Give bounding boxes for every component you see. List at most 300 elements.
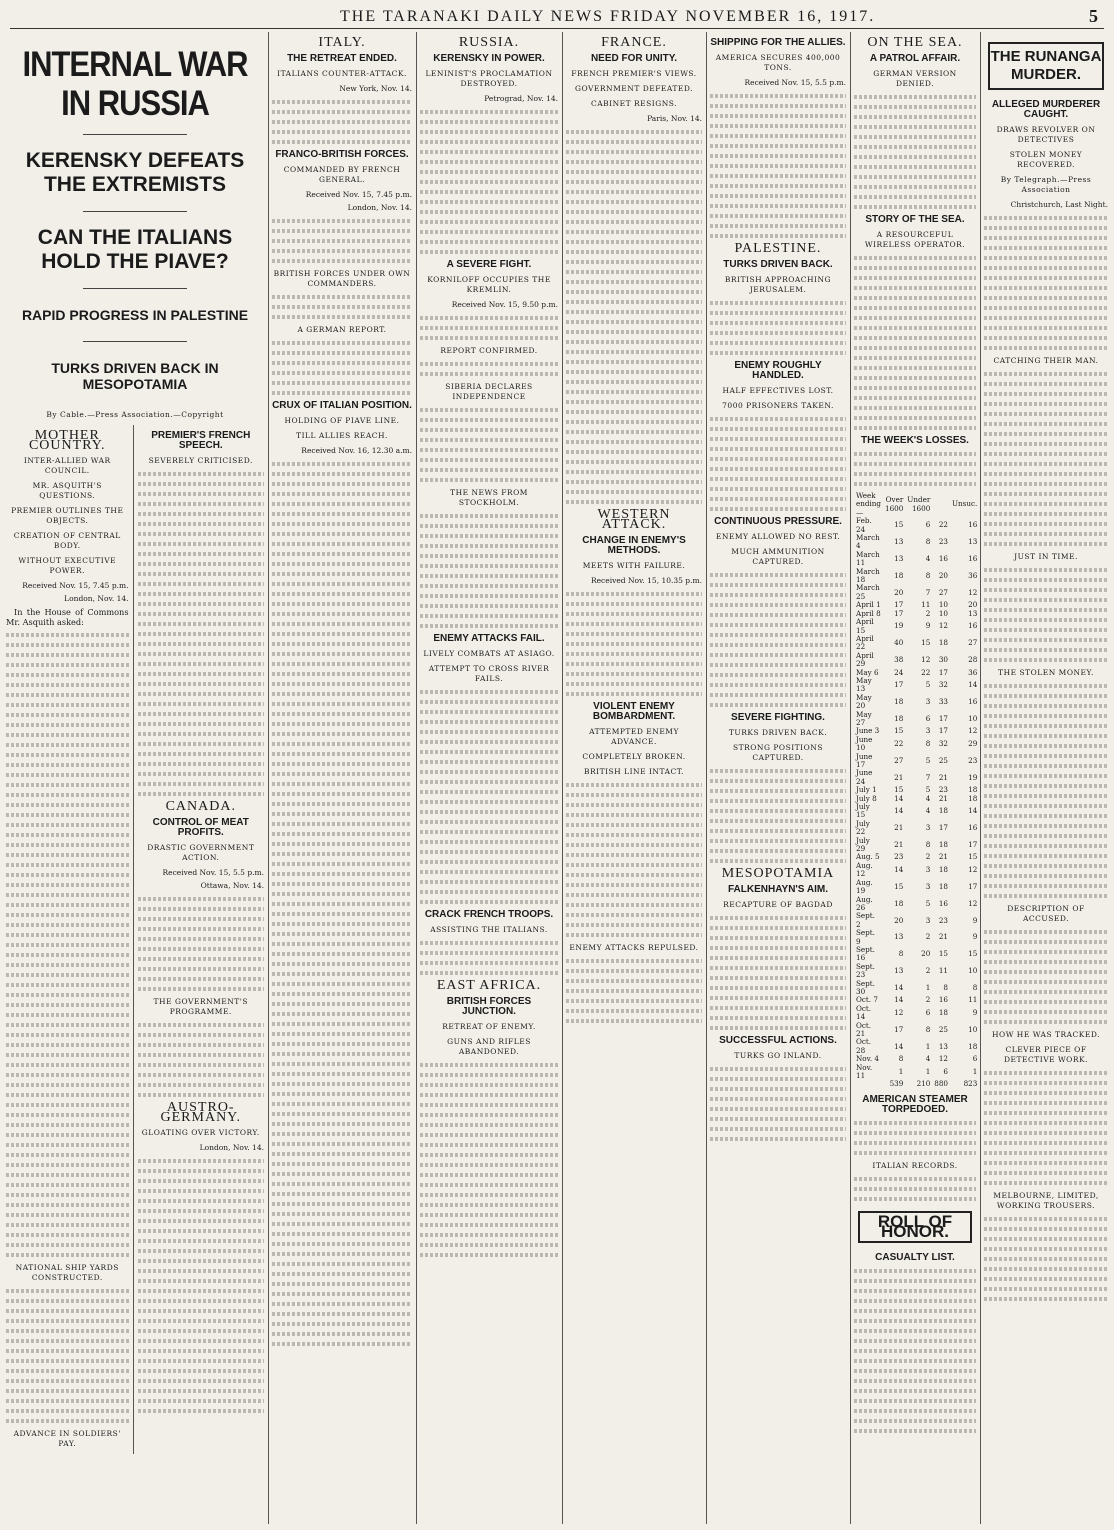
subhead-german-report: A GERMAN REPORT. (297, 325, 387, 334)
table-cell: 6 (972, 1054, 978, 1064)
article-text (272, 100, 412, 144)
table-row (854, 912, 979, 929)
article-text (420, 408, 558, 482)
table-row (854, 694, 979, 711)
subhead-programme: THE GOVERNMENT'S PROGRAMME. (153, 997, 248, 1016)
subhead-drastic: DRASTIC GOVERNMENT ACTION. (147, 843, 255, 862)
article-text (6, 633, 129, 1257)
subhead-jerusalem: BRITISH APPROACHING JERUSALEM. (724, 275, 832, 294)
table-row (854, 1005, 979, 1022)
table-cell: 20 (894, 915, 904, 925)
subhead-bombardment: VIOLENT ENEMY BOMBARDMENT. (592, 701, 676, 722)
table-cell: 11 (921, 600, 931, 610)
subhead-cross-river: ATTEMPT TO CROSS RIVER FAILS. (428, 664, 550, 683)
table-cell: Aug. 26 (856, 894, 873, 912)
table-cell: 21 (938, 793, 948, 803)
dateline: Petrograd, Nov. 14. (484, 94, 558, 103)
article-text (272, 341, 412, 395)
table-cell: 16 (968, 621, 978, 631)
section-western-attack: WESTERN ATTACK. (597, 507, 671, 532)
table-cell: 18 (894, 713, 904, 723)
column-1 (6, 32, 264, 1524)
subhead-just-in-time: JUST IN TIME. (1014, 552, 1078, 561)
article-text (984, 372, 1108, 546)
table-row (854, 568, 979, 585)
table-cell: 1 (925, 982, 931, 992)
article-text (272, 219, 412, 263)
dateline: Paris, Nov. 14. (647, 114, 702, 123)
subhead-guns-abandoned: GUNS AND RIFLES ABANDONED. (447, 1037, 531, 1056)
subhead-asquith: MR. ASQUITH'S QUESTIONS. (32, 481, 102, 500)
table-cell: 16 (968, 696, 978, 706)
subhead-failure: MEETS WITH FAILURE. (582, 561, 686, 570)
table-cell: April 1 (856, 600, 881, 610)
table-cell: May 13 (856, 675, 872, 694)
table-cell: 6 (925, 1007, 931, 1017)
table-row (854, 1055, 979, 1063)
table-cell: Oct. 14 (856, 1003, 872, 1022)
credit-telegraph: By Telegraph.—Press Association (1000, 175, 1092, 194)
table-row (854, 551, 979, 568)
article-text (854, 1177, 976, 1201)
article-text (984, 568, 1108, 662)
article-text (138, 897, 264, 991)
table-row (854, 677, 979, 694)
table-cell: 18 (968, 785, 978, 795)
table-cell: 27 (968, 638, 978, 648)
table-cell: 2 (925, 932, 931, 942)
subhead-soldiers-pay: ADVANCE IN SOLDIERS' PAY. (13, 1429, 121, 1448)
table-cell: 22 (938, 520, 948, 530)
table-row (854, 837, 979, 854)
table-cell: 15 (894, 881, 904, 891)
table-cell: 17 (938, 726, 948, 736)
table-cell: 15 (938, 949, 948, 959)
table-cell: 17 (938, 823, 948, 833)
table-cell: April 29 (856, 650, 874, 669)
table-cell: 25 (938, 1024, 948, 1034)
table-cell: 9 (925, 621, 931, 631)
table-cell: 13 (894, 932, 904, 942)
article-text (420, 1063, 558, 1257)
article-text (420, 362, 558, 376)
subhead-turks-driven: TURKS DRIVEN BACK. (728, 728, 828, 737)
subhead-crux: CRUX OF ITALIAN POSITION. (272, 400, 412, 411)
table-header-row (854, 492, 979, 517)
table-cell: Aug. 19 (856, 877, 873, 896)
table-cell: 17 (894, 600, 904, 610)
table-cell: 14 (968, 680, 978, 690)
section-france: FRANCE. (601, 35, 667, 50)
column-5 (710, 32, 846, 1524)
subhead-broken: COMPLETELY BROKEN. (582, 752, 686, 761)
subhead-premier-views: FRENCH PREMIER'S VIEWS. (571, 69, 697, 78)
table-cell: 18 (894, 696, 904, 706)
subhead-torpedoed: AMERICAN STEAMER TORPEDOED. (862, 1093, 968, 1115)
subhead-crack-troops: CRACK FRENCH TROOPS. (424, 909, 554, 920)
table-cell: Sept. 30 (856, 978, 875, 996)
table-cell: 6 (943, 1066, 948, 1076)
table-cell: 3 (925, 865, 931, 875)
article-text (566, 959, 702, 1023)
table-cell: 13 (968, 608, 978, 618)
table-cell: 14 (968, 806, 978, 816)
table-row (854, 820, 979, 837)
table-cell: 13 (894, 554, 904, 564)
table-cell: June 17 (856, 751, 873, 769)
table-header-cell: Unsuc. (952, 499, 978, 509)
article-text (984, 684, 1108, 898)
column-rule (416, 32, 417, 1524)
dateline: Received Nov. 15, 5.5 p.m. (162, 868, 264, 877)
table-cell: 8 (925, 537, 931, 547)
table-cell: 9 (972, 1007, 978, 1017)
table-cell: 21 (938, 852, 948, 862)
table-row (854, 1022, 979, 1039)
table-cell: Sept. 9 (856, 928, 875, 946)
column-rule (850, 32, 851, 1524)
table-cell: 10 (968, 965, 978, 975)
table-cell: 18 (938, 1007, 948, 1017)
table-row (854, 862, 979, 879)
article-text (854, 1121, 976, 1155)
table-row (854, 584, 979, 601)
table-cell: 8 (898, 1054, 904, 1064)
table-cell: 14 (894, 865, 904, 875)
table-cell: 30 (938, 654, 948, 664)
subhead-severe-fight: A SEVERE FIGHT. (446, 259, 532, 270)
table-cell: 16 (968, 554, 978, 564)
table-cell: 3 (925, 726, 931, 736)
table-cell: Sept. 16 (856, 944, 875, 963)
table-cell: 2 (925, 608, 931, 618)
table-cell: 7 (925, 587, 931, 597)
subhead-repulsed: ENEMY ATTACKS REPULSED. (569, 943, 699, 952)
subhead-story: STORY OF THE SEA. (865, 214, 965, 225)
dateline: Christchurch, Last Night. (1010, 200, 1108, 209)
headline-kerensky: KERENSKY DEFEATS THE EXTREMISTS (25, 149, 245, 196)
table-cell: 4 (925, 1054, 931, 1064)
table-cell: 1 (972, 1066, 978, 1076)
column-rule (706, 32, 707, 1524)
table-row (854, 963, 979, 980)
headline-internal-war: INTERNAL WAR IN RUSSIA (22, 43, 248, 124)
table-cell: Nov. 4 (856, 1054, 879, 1064)
column-2 (272, 32, 412, 1524)
table-row (854, 669, 979, 677)
table-cell: 3 (925, 881, 931, 891)
table-cell: April 15 (856, 617, 874, 635)
section-on-the-sea: ON THE SEA. (867, 35, 963, 50)
subhead-attacks-fail: ENEMY ATTACKS FAIL. (433, 633, 545, 644)
article-text (272, 462, 412, 1346)
article-text (710, 573, 846, 707)
table-cell: 15 (968, 852, 978, 862)
dateline: London, Nov. 14. (199, 1143, 264, 1152)
table-cell: 6 (925, 713, 931, 723)
table-cell: 9 (972, 915, 978, 925)
table-cell: April 8 (856, 608, 881, 618)
table-cell: Oct. 28 (856, 1037, 872, 1055)
table-cell: 8 (972, 982, 978, 992)
article-text (854, 452, 976, 486)
table-cell: Aug. 5 (856, 852, 880, 862)
article-text (710, 301, 846, 355)
article-text (566, 783, 702, 937)
headline-palestine: RAPID PROGRESS IN PALESTINE (21, 307, 249, 323)
table-cell: 22 (894, 738, 904, 748)
subhead-confirmed: REPORT CONFIRMED. (440, 346, 538, 355)
table-cell: 32 (938, 738, 948, 748)
column-4 (566, 32, 702, 1524)
table-cell: 21 (894, 772, 904, 782)
subhead-inland: TURKS GO INLAND. (734, 1051, 822, 1060)
table-cell: 4 (925, 806, 931, 816)
subhead-italian-records: ITALIAN RECORDS. (872, 1160, 958, 1170)
section-east-africa: EAST AFRICA. (436, 978, 542, 993)
column-rule (268, 32, 269, 1524)
table-row (854, 929, 979, 946)
table-cell: 2 (925, 965, 931, 975)
subhead-intact: BRITISH LINE INTACT. (583, 767, 685, 776)
table-cell: 12 (968, 865, 978, 875)
table-cell: Oct. 21 (856, 1020, 872, 1038)
subhead-asiago: LIVELY COMBATS AT ASIAGO. (423, 649, 555, 658)
table-cell: 5 (925, 785, 931, 795)
table-cell: 5 (925, 755, 931, 765)
article-text (420, 316, 558, 340)
subhead-assisting: ASSISTING THE ITALIANS. (430, 925, 548, 934)
table-header-cell: Under 1600 (907, 495, 931, 513)
article-text (420, 690, 558, 904)
table-cell: 13 (938, 1041, 948, 1051)
section-palestine: PALESTINE. (734, 241, 822, 256)
subhead-weeks-losses: THE WEEK'S LOSSES. (861, 435, 969, 446)
subhead-description: DESCRIPTION OF ACCUSED. (1007, 904, 1085, 923)
table-cell: 4 (925, 793, 931, 803)
table-cell: 9 (972, 932, 978, 942)
table-cell: May 6 (856, 667, 879, 677)
table-cell: 12 (938, 621, 948, 631)
table-cell: 1 (898, 1066, 904, 1076)
table-cell: 15 (894, 785, 904, 795)
table-row (854, 652, 979, 669)
losses-table-body (854, 517, 979, 1089)
article-text (138, 1023, 264, 1097)
table-cell: 17 (938, 713, 948, 723)
dateline: Received Nov. 15, 10.35 p.m. (590, 576, 702, 585)
table-cell: April 22 (856, 633, 874, 652)
table-row (854, 1038, 979, 1055)
headline-mesopotamia: TURKS DRIVEN BACK IN MESOPOTAMIA (51, 360, 219, 392)
article-text (6, 1289, 129, 1423)
section-italy: ITALY. (318, 35, 366, 50)
dateline: Received Nov. 15, 7.45 p.m. (22, 581, 129, 590)
table-cell: 16 (938, 898, 948, 908)
subhead-400000: AMERICA SECURES 400,000 TONS. (715, 53, 841, 72)
table-cell: June 10 (856, 734, 873, 753)
table-cell: 27 (938, 587, 948, 597)
cable-credit: By Cable.—Press Association.—Copyright (46, 410, 224, 419)
table-cell: 23 (968, 755, 978, 765)
article-text (984, 216, 1108, 350)
table-row (854, 980, 979, 997)
table-cell: 4 (925, 554, 931, 564)
table-cell: 15 (894, 726, 904, 736)
article-text (710, 769, 846, 863)
subhead-counter-attack: ITALIANS COUNTER-ATTACK. (277, 69, 407, 78)
table-cell: 3 (925, 823, 931, 833)
article-text (566, 592, 702, 696)
column-3 (420, 32, 558, 1524)
table-cell: 8 (898, 949, 904, 959)
column-7 (984, 32, 1108, 1524)
table-cell: 10 (968, 713, 978, 723)
table-cell: 14 (894, 1041, 904, 1051)
section-mother-country: MOTHER COUNTRY. (28, 428, 106, 453)
subhead-french-speech: PREMIER'S FRENCH SPEECH. (151, 430, 251, 451)
table-cell: 3 (925, 696, 931, 706)
column-rule (980, 32, 981, 1524)
table-row (854, 803, 979, 820)
table-cell: 14 (894, 982, 904, 992)
subhead-retreat-ended: THE RETREAT ENDED. (287, 53, 397, 64)
table-cell: 23 (938, 537, 948, 547)
table-cell: 24 (894, 667, 904, 677)
table-cell: 27 (894, 755, 904, 765)
column-6 (854, 32, 976, 1524)
table-cell: 32 (938, 680, 948, 690)
subhead-ammunition: MUCH AMMUNITION CAPTURED. (731, 547, 825, 566)
table-cell: 880 (934, 1079, 948, 1089)
losses-table (854, 492, 979, 1089)
masthead (10, 6, 1104, 29)
table-cell: 20 (921, 949, 931, 959)
subhead-effectives: HALF EFFECTIVES LOST. (722, 386, 834, 395)
subhead-french-general: COMMANDED BY FRENCH GENERAL. (283, 165, 401, 184)
table-cell: 19 (968, 772, 978, 782)
section-canada: CANADA. (165, 799, 236, 814)
dateline: Ottawa, Nov. 14. (200, 881, 264, 890)
table-cell: 15 (894, 520, 904, 530)
table-row (854, 736, 979, 753)
table-cell: 210 (916, 1079, 931, 1089)
subhead-severe: SEVERE FIGHTING. (731, 712, 825, 723)
masthead-title: THE TARANAKI DAILY NEWS FRIDAY NOVEMBER 16, 1917. (340, 8, 876, 25)
table-cell: July 29 (856, 835, 870, 854)
table-row (854, 534, 979, 551)
table-row (854, 769, 979, 786)
table-cell: 12 (968, 898, 978, 908)
subhead-executive: WITHOUT EXECUTIVE POWER. (18, 556, 117, 575)
table-cell: 21 (938, 772, 948, 782)
table-cell: 19 (894, 621, 904, 631)
subhead-catching: CATCHING THEIR MAN. (993, 356, 1099, 365)
table-cell: 23 (938, 915, 948, 925)
article-text (854, 95, 976, 209)
dateline: Received Nov. 15, 5.5 p.m. (744, 78, 846, 87)
table-row (854, 618, 979, 635)
article-text (420, 110, 558, 254)
subhead-siberia: SIBERIA DECLARES INDEPENDENCE (445, 382, 533, 401)
table-cell: July 8 (856, 793, 877, 803)
table-cell: 10 (968, 1024, 978, 1034)
subhead-falkenhayn: FALKENHAYN'S AIM. (728, 884, 828, 895)
table-cell: 33 (938, 696, 948, 706)
table-cell: 16 (938, 554, 948, 564)
table-row (854, 896, 979, 913)
section-austro-germany: AUSTRO-GERMANY. (160, 1100, 241, 1125)
section-russia: RUSSIA. (458, 35, 520, 50)
table-cell: 7 (925, 772, 931, 782)
table-cell: 3 (925, 915, 931, 925)
table-cell: March 11 (856, 549, 880, 568)
article-text (138, 472, 264, 796)
subhead-casualty: CASUALTY LIST. (875, 1251, 955, 1263)
subhead-caught: ALLEGED MURDERER CAUGHT. (991, 99, 1101, 120)
subhead-tracked: HOW HE WAS TRACKED. (992, 1030, 1100, 1039)
table-cell: 20 (894, 587, 904, 597)
table-cell: 17 (894, 608, 904, 618)
table-cell: 23 (938, 785, 948, 795)
article-text (984, 930, 1108, 1024)
table-cell: 14 (894, 793, 904, 803)
subhead-prisoners: 7000 PRISONERS TAKEN. (722, 401, 834, 410)
section-runanga-murder: THE RUNANGA MURDER. (988, 42, 1104, 90)
table-cell: 8 (943, 982, 948, 992)
dateline: Received Nov. 16, 12.30 a.m. (301, 446, 412, 455)
columns (6, 32, 1108, 1524)
table-cell: 5 (925, 680, 931, 690)
table-cell: 8 (925, 839, 931, 849)
subhead-unity: NEED FOR UNITY. (590, 53, 678, 64)
table-cell: Aug. 12 (856, 860, 873, 879)
table-cell: 18 (938, 638, 948, 648)
table-cell: 10 (938, 608, 948, 618)
headline-italians: CAN THE ITALIANS HOLD THE PIAVE? (37, 226, 233, 273)
table-cell: 23 (894, 852, 904, 862)
table-row (854, 946, 979, 963)
table-cell: March 25 (856, 583, 880, 601)
article-lead: In the House of Commons Mr. Asquith asked: (6, 607, 129, 627)
table-cell: 18 (938, 881, 948, 891)
article-text (854, 256, 976, 430)
subhead-patrol: A PATROL AFFAIR. (869, 53, 961, 64)
table-cell (854, 1080, 883, 1088)
table-cell: 2 (925, 995, 931, 1005)
article-text (420, 941, 558, 975)
table-cell: 21 (894, 839, 904, 849)
table-cell: 16 (938, 995, 948, 1005)
table-cell: 17 (968, 881, 978, 891)
table-row (854, 635, 979, 652)
table-header-cell: Over 1600 (885, 495, 904, 513)
table-row (854, 879, 979, 896)
subhead-no-rest: ENEMY ALLOWED NO REST. (715, 532, 841, 541)
table-cell: Oct. 7 (856, 995, 878, 1005)
subhead-bagdad: RECAPTURE OF BAGDAD (723, 900, 833, 909)
table-cell: March 4 (856, 533, 880, 551)
article-text (984, 1217, 1108, 1301)
table-cell: 17 (894, 680, 904, 690)
table-cell: 25 (938, 755, 948, 765)
table-cell: 18 (968, 1041, 978, 1051)
section-roll-of-honor: ROLL OF HONOR. (858, 1211, 972, 1243)
table-cell: 12 (938, 1054, 948, 1064)
table-cell: 1 (925, 1041, 931, 1051)
table-cell: 1 (925, 1066, 931, 1076)
table-cell: 17 (894, 1024, 904, 1034)
